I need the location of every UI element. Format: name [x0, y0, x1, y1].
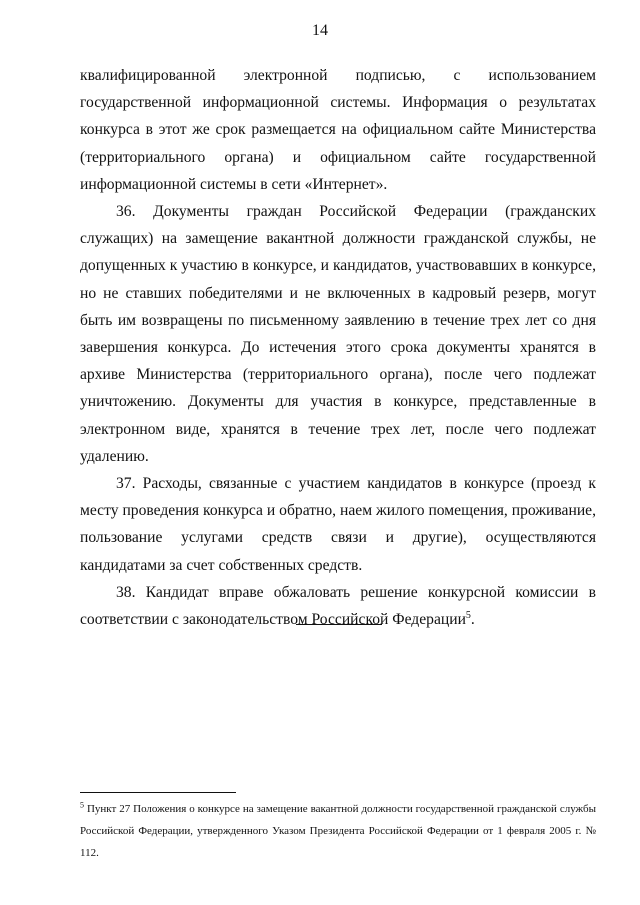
page-number: 14: [312, 22, 328, 39]
paragraph-continuation: квалифицированной электронной подписью, с использованием государственной информационной системы. Информация о результатах конкурса в этот же срок размещается на официальном сайте Министерства (территориального органа) и официальном сайте государственной информационной системы в сети «Интернет».: [80, 67, 596, 193]
section-end-rule: [296, 624, 382, 625]
paragraph-38-suffix: .: [470, 611, 475, 629]
paragraph-38: [80, 579, 596, 633]
paragraph-36: 36. Документы граждан Российской Федерации (гражданских служащих) на замещение вакантной должности гражданской службы, не допущенных к участию в конкурсе, и кандидатов, участвовавших в конкурсе, но не ставших победителями и не включенных в кадровый резерв, могут быть им возвращены по письменному заявлению в течение трех лет со дня завершения конкурса. До истечения этого срока документы хранятся в архиве Министерства (территориального органа), после чего подлежат уничтожению. Документы для участия в конкурсе, представленные в электронном виде, хранятся в течение трех лет, после чего подлежат удалению.: [80, 203, 596, 465]
footnote-reference: 5: [465, 609, 471, 621]
footnote-marker: 5: [80, 800, 84, 810]
paragraph-37: 37. Расходы, связанные с участием кандидатов в конкурсе (проезд к месту проведения конкурса и обратно, наем жилого помещения, проживание, пользование услугами средств связи и другие), осуществляются кандидатами за счет собственных средств.: [80, 475, 596, 574]
footnote: [80, 798, 596, 864]
paragraph-38-text: 38. Кандидат вправе обжаловать решение конкурсной комиссии в соответствии с законодательством Российской Федерации: [80, 583, 596, 629]
footnote-text: Пункт 27 Положения о конкурсе на замещение вакантной должности государственной гражданской службы Российской Федерации, утвержденного Указом Президента Российской Федерации от 1 февраля 2005 г. № 112.: [80, 803, 596, 859]
footnote-separator: [80, 792, 236, 793]
body-text: [80, 62, 596, 633]
